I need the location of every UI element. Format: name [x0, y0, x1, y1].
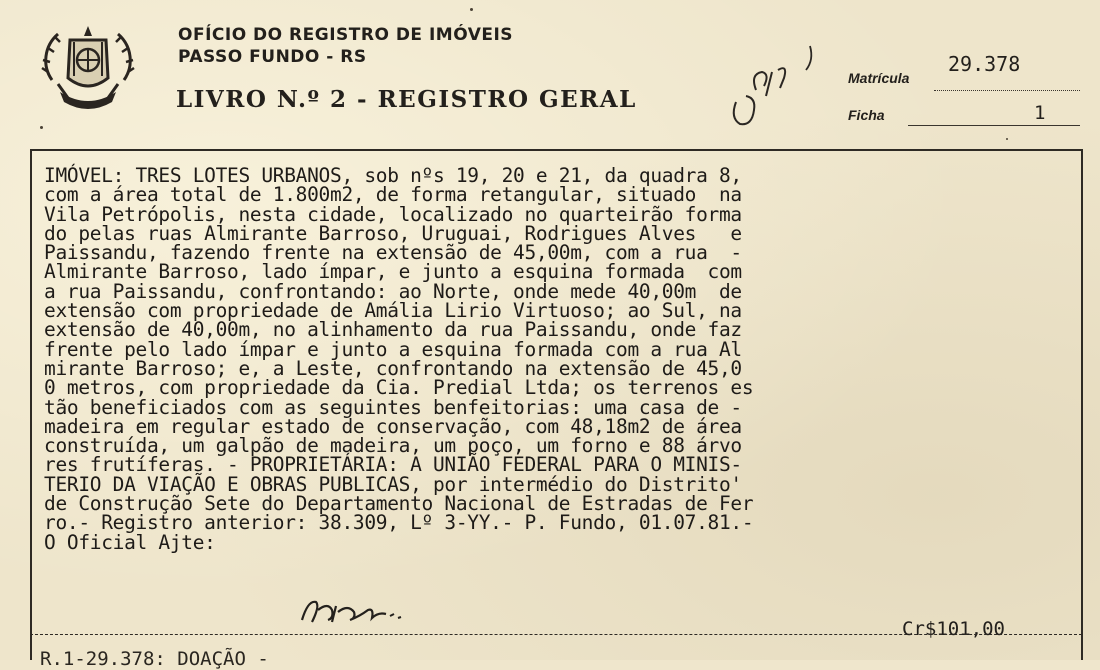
ficha-underline	[908, 125, 1080, 126]
record-frame-left	[30, 149, 32, 660]
record-line: Almirante Barroso, lado ímpar, e junto a esquina formada com	[44, 260, 742, 284]
record-body	[44, 166, 1078, 552]
ficha-label: Ficha	[848, 107, 885, 123]
fee-amount: Cr$101,00	[902, 618, 1005, 640]
ink-speck	[1006, 138, 1008, 140]
ink-speck	[40, 126, 43, 129]
record-line: IMÓVEL: TRES LOTES URBANOS, sob nºs 19, 20 e 21, da quadra 8,	[44, 164, 742, 187]
record-line: ro.- Registro anterior: 38.309, Lº 3-YY.- P. Fundo, 01.07.81.-	[44, 511, 754, 535]
next-entry-heading: R.1-29.378: DOAÇÃO -	[40, 648, 269, 670]
record-line: extensão com propriedade de Amália Lirio Virtuoso; ao Sul, na	[44, 299, 742, 323]
office-name: OFÍCIO DO REGISTRO DE IMÓVEIS	[178, 25, 514, 45]
record-line: mirante Barroso; e, a Leste, confrontando na extensão de 45,0	[44, 356, 742, 380]
entry-separator	[30, 634, 1082, 635]
record-line: com a área total de 1.800m2, de forma retangular, situado na	[44, 183, 742, 207]
record-line: a rua Paissandu, confrontando: ao Norte, onde mede 40,00m de	[44, 279, 742, 303]
record-line: do pelas ruas Almirante Barroso, Uruguai, Rodrigues Alves e	[44, 221, 742, 245]
handwritten-signature	[298, 596, 418, 626]
matricula-value: 29.378	[948, 52, 1021, 76]
record-line: tão beneficiados com as seguintes benfeitorias: uma casa de -	[44, 395, 742, 419]
record-line: madeira em regular estado de conservação, com 48,18m2 de área	[44, 414, 742, 438]
record-line: frente pelo lado ímpar e junto a esquina formada com a rua Al	[44, 337, 742, 361]
record-frame-right	[1081, 149, 1083, 660]
record-line: res frutíferas. - PROPRIETÁRIA: A UNIÃO FEDERAL PARA O MINIS-	[44, 453, 742, 477]
record-line: extensão de 40,00m, no alinhamento da rua Paissandu, onde faz	[44, 318, 742, 342]
coat-of-arms-icon	[38, 22, 138, 118]
ficha-value: 1	[1034, 102, 1046, 124]
record-line: construída, um galpão de madeira, um poço, um forno e 88 árvo	[44, 434, 742, 458]
matricula-underline	[934, 90, 1080, 91]
record-frame-top	[30, 149, 1082, 151]
book-title: LIVRO N.º 2 - REGISTRO GERAL	[176, 86, 637, 113]
matricula-label: Matrícula	[848, 70, 910, 86]
record-line: Vila Petrópolis, nesta cidade, localizado no quarteirão forma	[44, 202, 742, 226]
ink-speck	[470, 8, 473, 11]
office-city: PASSO FUNDO - RS	[178, 47, 367, 67]
record-line: 0 metros, com propriedade da Cia. Predial Ltda; os terrenos es	[44, 376, 754, 400]
record-line: O Oficial Ajte:	[44, 530, 216, 554]
handwritten-margin-note	[726, 40, 836, 132]
record-line: TERIO DA VIAÇÃO E OBRAS PUBLICAS, por intermédio do Distrito'	[44, 472, 742, 496]
record-line: Paissandu, fazendo frente na extensão de 45,00m, com a rua -	[44, 241, 742, 265]
office-header	[178, 24, 513, 68]
record-line: de Construção Sete do Departamento Nacional de Estradas de Fer	[44, 492, 754, 516]
